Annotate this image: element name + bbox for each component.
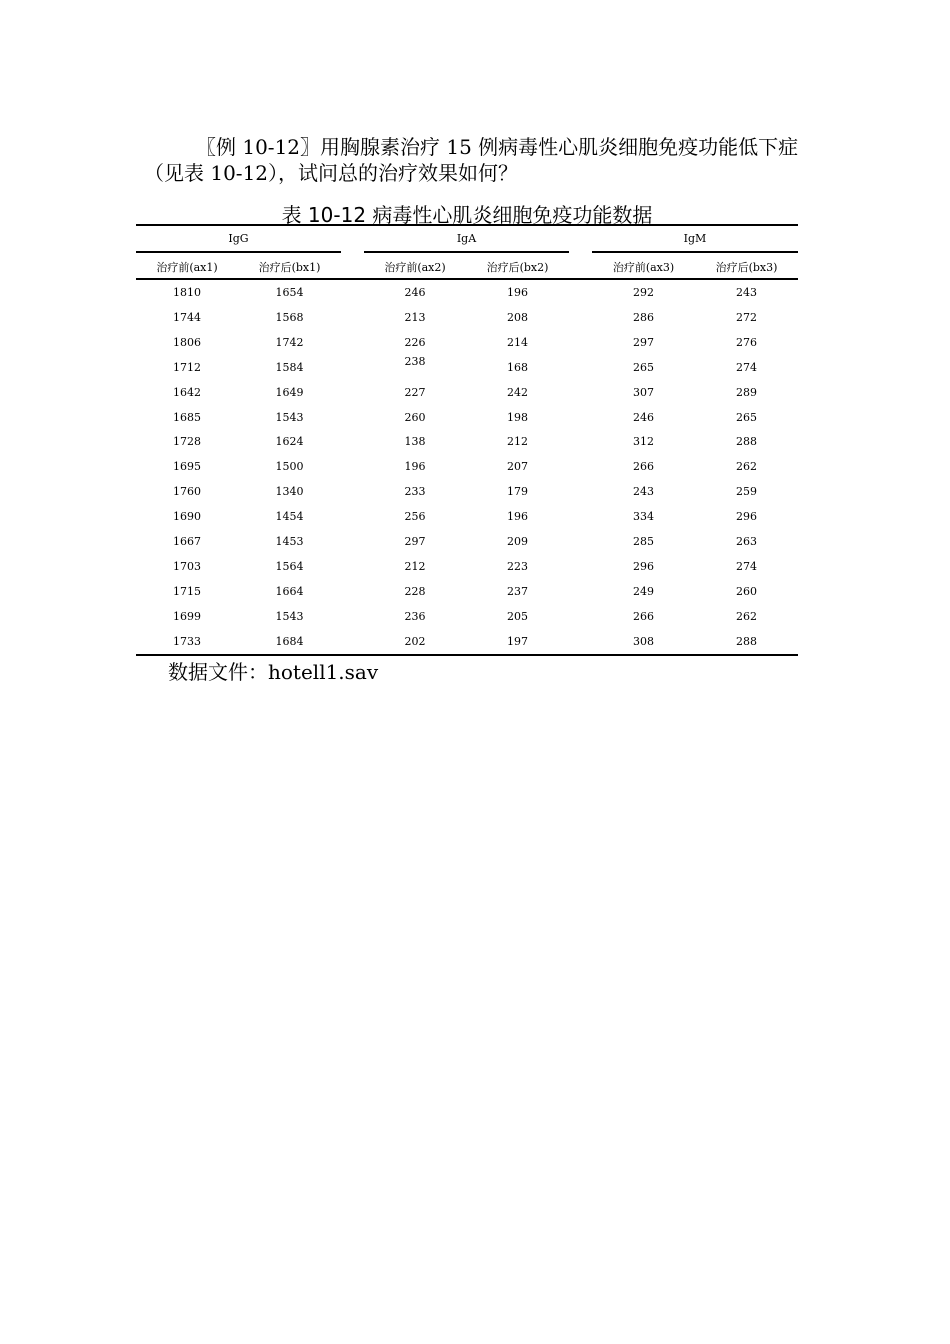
table-cell: 266 [633, 460, 654, 474]
column-header-ax1: 治疗前(ax1) [156, 261, 218, 274]
column-header-ax2: 治疗前(ax2) [384, 261, 446, 274]
table-cell: 1684 [275, 634, 304, 648]
group-header-iga: IgA [456, 232, 477, 245]
table-cell: 297 [633, 335, 654, 349]
data-file-note: 数据文件：hotell1.sav [168, 660, 379, 684]
table-header-rule [136, 278, 798, 280]
table-cell: 1699 [173, 609, 201, 623]
table-cell: 243 [736, 286, 757, 299]
table-cell: 197 [507, 634, 528, 648]
table-cell: 274 [736, 360, 757, 374]
table-cell: 138 [404, 435, 426, 449]
table-row [0, 510, 950, 535]
table-cell: 262 [736, 460, 757, 474]
table-cell: 246 [633, 410, 654, 424]
intro-paragraph: 〖例 10-12〗用胸腺素治疗 15 例病毒性心肌炎细胞免疫功能低下症（见表 10-12），试问总的治疗效果如何？ [144, 135, 799, 185]
table-cell: 272 [736, 310, 757, 324]
table-row [0, 386, 950, 411]
table-cell: 1453 [275, 535, 304, 548]
table-cell: 238 [404, 354, 426, 368]
table-row [0, 610, 950, 635]
table-cell: 1728 [173, 435, 201, 449]
table-cell: 289 [736, 385, 757, 399]
table-cell: 223 [507, 559, 528, 573]
table-cell: 1584 [275, 360, 304, 374]
table-cell: 288 [736, 634, 757, 648]
table-cell: 1543 [275, 609, 304, 623]
table-cell: 243 [633, 485, 654, 499]
table-row [0, 535, 950, 560]
table-cell: 1703 [173, 559, 201, 573]
table-cell: 292 [633, 286, 654, 299]
table-cell: 312 [633, 435, 654, 449]
table-cell: 308 [633, 634, 654, 648]
table-cell: 1654 [275, 286, 304, 299]
table-cell: 208 [507, 310, 528, 324]
table-cell: 1744 [173, 310, 201, 324]
table-cell: 227 [404, 385, 426, 399]
group-rule-igm [592, 251, 798, 253]
table-cell: 1568 [275, 310, 304, 324]
table-cell: 262 [736, 609, 757, 623]
table-row [0, 560, 950, 585]
table-cell: 168 [507, 360, 528, 374]
table-cell: 285 [633, 535, 654, 548]
table-cell: 1649 [275, 385, 304, 399]
table-cell: 196 [507, 286, 528, 299]
column-header-bx3: 治疗后(bx3) [715, 261, 778, 274]
table-row [0, 485, 950, 510]
table-cell: 286 [633, 310, 654, 324]
table-cell: 260 [736, 584, 757, 598]
table-cell: 205 [507, 609, 528, 623]
table-row [0, 354, 950, 386]
table-cell: 212 [404, 559, 426, 573]
table-cell: 213 [404, 310, 426, 324]
table-cell: 1806 [173, 335, 201, 349]
column-header-bx2: 治疗后(bx2) [486, 261, 549, 274]
table-cell: 249 [633, 584, 654, 598]
table-cell: 265 [633, 360, 654, 374]
table-cell: 1733 [173, 634, 201, 648]
table-cell: 288 [736, 435, 757, 449]
table-cell: 1624 [275, 435, 304, 449]
table-cell: 256 [404, 510, 426, 524]
table-cell: 1543 [275, 410, 304, 424]
group-rule-igg [136, 251, 341, 253]
table-cell: 307 [633, 385, 654, 399]
table-cell: 1742 [275, 335, 304, 349]
table-cell: 274 [736, 559, 757, 573]
table-cell: 263 [736, 535, 757, 548]
table-cell: 198 [507, 410, 528, 424]
table-cell: 1810 [173, 286, 201, 299]
table-cell: 1564 [275, 559, 304, 573]
table-cell: 209 [507, 535, 528, 548]
table-cell: 1642 [173, 385, 201, 399]
table-cell: 214 [507, 335, 528, 349]
table-row [0, 435, 950, 460]
table-cell: 246 [404, 286, 426, 299]
column-header-bx1: 治疗后(bx1) [258, 261, 321, 274]
table-cell: 242 [507, 385, 528, 399]
table-cell: 1760 [173, 485, 201, 499]
table-cell: 1690 [173, 510, 201, 524]
table-cell: 266 [633, 609, 654, 623]
table-cell: 1500 [275, 460, 304, 474]
table-row [0, 460, 950, 485]
table-row [0, 286, 950, 311]
table-row [0, 411, 950, 436]
table-cell: 259 [736, 485, 757, 499]
group-header-igm: IgM [683, 232, 707, 245]
table-cell: 296 [736, 510, 757, 524]
group-header-igg: IgG [228, 232, 249, 245]
table-cell: 297 [404, 535, 426, 548]
table-cell: 212 [507, 435, 528, 449]
table-cell: 233 [404, 485, 426, 499]
table-cell: 334 [633, 510, 654, 524]
table-cell: 1685 [173, 410, 201, 424]
column-header-ax3: 治疗前(ax3) [612, 261, 675, 274]
table-row [0, 311, 950, 336]
table-cell: 236 [404, 609, 426, 623]
table-cell: 237 [507, 584, 528, 598]
table-row [0, 336, 950, 361]
group-rule-iga [364, 251, 569, 253]
table-cell: 276 [736, 335, 757, 349]
table-cell: 196 [507, 510, 528, 524]
table-cell: 179 [507, 485, 528, 499]
table-cell: 265 [736, 410, 757, 424]
table-title: 表 10-12 病毒性心肌炎细胞免疫功能数据 [281, 203, 653, 227]
table-top-rule [136, 224, 798, 226]
table-cell: 1667 [173, 535, 201, 548]
table-row [0, 585, 950, 610]
table-cell: 1695 [173, 460, 201, 474]
table-cell: 260 [404, 410, 426, 424]
table-cell: 207 [507, 460, 528, 474]
table-cell: 1715 [173, 584, 201, 598]
table-cell: 296 [633, 559, 654, 573]
table-cell: 196 [404, 460, 426, 474]
table-cell: 228 [404, 584, 426, 598]
table-cell: 1712 [173, 360, 201, 374]
table-cell: 1664 [275, 584, 304, 598]
table-cell: 226 [404, 335, 426, 349]
table-cell: 1340 [275, 485, 304, 499]
table-cell: 1454 [275, 510, 304, 524]
table-cell: 202 [404, 634, 426, 648]
